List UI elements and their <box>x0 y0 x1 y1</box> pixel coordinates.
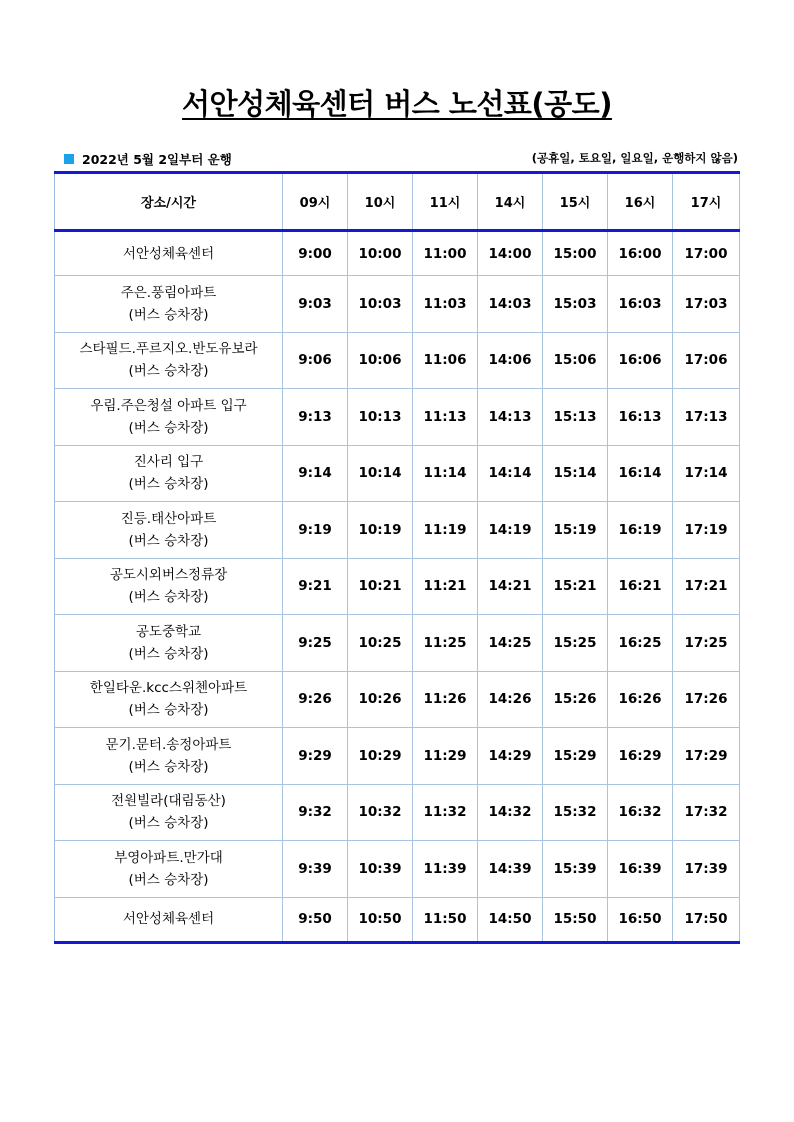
departure-time: 9:14 <box>283 445 348 502</box>
departure-time: 16:26 <box>608 671 673 728</box>
stop-name: 주은.풍림아파트 <box>120 284 217 301</box>
departure-time: 11:50 <box>413 897 478 942</box>
departure-time: 9:25 <box>283 615 348 672</box>
departure-time: 10:21 <box>348 558 413 615</box>
departure-time: 15:06 <box>543 332 608 389</box>
departure-time: 17:29 <box>673 728 740 785</box>
departure-time: 10:29 <box>348 728 413 785</box>
departure-time: 15:29 <box>543 728 608 785</box>
stop-name-cell <box>55 841 283 898</box>
table-row <box>55 445 740 502</box>
departure-time: 14:25 <box>478 615 543 672</box>
header-hour: 17시 <box>673 173 740 231</box>
stop-name-cell <box>55 728 283 785</box>
square-bullet-icon <box>64 154 74 164</box>
departure-time: 15:13 <box>543 389 608 446</box>
departure-time: 10:03 <box>348 276 413 333</box>
stop-sublabel: (버스 승차장) <box>128 589 209 606</box>
stop-name-cell <box>55 389 283 446</box>
departure-time: 14:13 <box>478 389 543 446</box>
departure-time: 17:14 <box>673 445 740 502</box>
table-row <box>55 276 740 333</box>
departure-time: 9:13 <box>283 389 348 446</box>
stop-name: 진등.태산아파트 <box>120 510 217 527</box>
departure-time: 11:06 <box>413 332 478 389</box>
stop-name: 서안성체육센터 <box>122 911 215 927</box>
table-row <box>55 332 740 389</box>
departure-time: 17:19 <box>673 502 740 559</box>
stop-name: 부영아파트.만가대 <box>114 849 223 866</box>
header-hour: 16시 <box>608 173 673 231</box>
departure-time: 15:39 <box>543 841 608 898</box>
departure-time: 10:19 <box>348 502 413 559</box>
departure-time: 14:03 <box>478 276 543 333</box>
departure-time: 9:26 <box>283 671 348 728</box>
departure-time: 10:06 <box>348 332 413 389</box>
departure-time: 16:25 <box>608 615 673 672</box>
stop-sublabel: (버스 승차장) <box>128 476 209 493</box>
departure-time: 15:32 <box>543 784 608 841</box>
header-row <box>55 173 740 231</box>
departure-time: 16:14 <box>608 445 673 502</box>
departure-time: 16:19 <box>608 502 673 559</box>
departure-time: 14:00 <box>478 231 543 276</box>
table-row <box>55 897 740 942</box>
stop-name-cell <box>55 558 283 615</box>
stop-sublabel: (버스 승차장) <box>128 871 209 888</box>
departure-time: 16:32 <box>608 784 673 841</box>
stop-name-cell <box>55 502 283 559</box>
table-row <box>55 389 740 446</box>
table-row <box>55 841 740 898</box>
departure-time: 16:13 <box>608 389 673 446</box>
departure-time: 15:26 <box>543 671 608 728</box>
departure-time: 17:26 <box>673 671 740 728</box>
departure-time: 9:32 <box>283 784 348 841</box>
effective-date <box>64 150 232 168</box>
stop-name-cell <box>55 897 283 942</box>
stop-name: 공도중학교 <box>135 623 202 640</box>
service-note: (공휴일, 토요일, 일요일, 운행하지 않음) <box>531 151 738 165</box>
stop-sublabel: (버스 승차장) <box>128 702 209 719</box>
stop-name: 한일타운.kcc스위첸아파트 <box>89 680 248 697</box>
table-row <box>55 502 740 559</box>
info-line <box>64 150 738 170</box>
departure-time: 16:06 <box>608 332 673 389</box>
table-row <box>55 728 740 785</box>
stop-name-cell <box>55 332 283 389</box>
departure-time: 10:25 <box>348 615 413 672</box>
departure-time: 17:32 <box>673 784 740 841</box>
stop-name: 서안성체육센터 <box>122 245 215 262</box>
departure-time: 10:13 <box>348 389 413 446</box>
departure-time: 16:03 <box>608 276 673 333</box>
departure-time: 9:00 <box>283 231 348 276</box>
departure-time: 9:03 <box>283 276 348 333</box>
stop-sublabel: (버스 승차장) <box>128 815 209 832</box>
departure-time: 15:14 <box>543 445 608 502</box>
departure-time: 14:50 <box>478 897 543 942</box>
departure-time: 10:32 <box>348 784 413 841</box>
departure-time: 14:26 <box>478 671 543 728</box>
stop-name-cell <box>55 445 283 502</box>
departure-time: 14:39 <box>478 841 543 898</box>
stop-sublabel: (버스 승차장) <box>128 532 209 549</box>
stop-sublabel: (버스 승차장) <box>128 419 209 436</box>
stop-name: 스타필드.푸르지오.반도유보라 <box>79 341 258 358</box>
header-hour: 09시 <box>283 173 348 231</box>
departure-time: 10:26 <box>348 671 413 728</box>
departure-time: 16:39 <box>608 841 673 898</box>
departure-time: 15:00 <box>543 231 608 276</box>
departure-time: 16:29 <box>608 728 673 785</box>
departure-time: 15:19 <box>543 502 608 559</box>
table-row <box>55 615 740 672</box>
departure-time: 14:19 <box>478 502 543 559</box>
departure-time: 9:50 <box>283 897 348 942</box>
effective-date-text: 2022년 5월 2일부터 운행 <box>82 152 232 167</box>
header-hour: 11시 <box>413 173 478 231</box>
stop-sublabel: (버스 승차장) <box>128 363 209 380</box>
header-hour: 14시 <box>478 173 543 231</box>
departure-time: 11:26 <box>413 671 478 728</box>
departure-time: 10:14 <box>348 445 413 502</box>
departure-time: 15:03 <box>543 276 608 333</box>
departure-time: 9:06 <box>283 332 348 389</box>
departure-time: 11:39 <box>413 841 478 898</box>
stop-name: 전원빌라(대림동산) <box>111 793 226 810</box>
departure-time: 9:21 <box>283 558 348 615</box>
stop-name: 문기.문터.송정아파트 <box>105 736 232 753</box>
departure-time: 14:06 <box>478 332 543 389</box>
header-place: 장소/시간 <box>55 173 283 231</box>
bus-timetable <box>54 171 740 944</box>
departure-time: 11:13 <box>413 389 478 446</box>
departure-time: 17:21 <box>673 558 740 615</box>
departure-time: 14:14 <box>478 445 543 502</box>
stop-name-cell <box>55 276 283 333</box>
stop-sublabel: (버스 승차장) <box>128 306 209 323</box>
page-title: 서안성체육센터 버스 노선표(공도) <box>182 87 612 121</box>
departure-time: 16:00 <box>608 231 673 276</box>
departure-time: 10:00 <box>348 231 413 276</box>
departure-time: 17:03 <box>673 276 740 333</box>
stop-name: 우림.주은청설 아파트 입구 <box>90 397 247 414</box>
departure-time: 9:29 <box>283 728 348 785</box>
departure-time: 15:25 <box>543 615 608 672</box>
table-row <box>55 784 740 841</box>
departure-time: 11:29 <box>413 728 478 785</box>
departure-time: 14:21 <box>478 558 543 615</box>
departure-time: 11:03 <box>413 276 478 333</box>
departure-time: 10:39 <box>348 841 413 898</box>
departure-time: 9:39 <box>283 841 348 898</box>
departure-time: 11:25 <box>413 615 478 672</box>
departure-time: 17:13 <box>673 389 740 446</box>
stop-name-cell <box>55 615 283 672</box>
table-row <box>55 558 740 615</box>
departure-time: 11:19 <box>413 502 478 559</box>
departure-time: 17:00 <box>673 231 740 276</box>
departure-time: 16:50 <box>608 897 673 942</box>
departure-time: 10:50 <box>348 897 413 942</box>
header-hour: 15시 <box>543 173 608 231</box>
departure-time: 15:21 <box>543 558 608 615</box>
departure-time: 9:19 <box>283 502 348 559</box>
stop-name: 진사리 입구 <box>133 454 204 471</box>
table-row <box>55 231 740 276</box>
table-row <box>55 671 740 728</box>
departure-time: 17:50 <box>673 897 740 942</box>
stop-name-cell <box>55 231 283 276</box>
departure-time: 17:25 <box>673 615 740 672</box>
departure-time: 11:00 <box>413 231 478 276</box>
stop-name: 공도시외버스정류장 <box>109 567 228 584</box>
stop-sublabel: (버스 승차장) <box>128 645 209 662</box>
stop-name-cell <box>55 784 283 841</box>
departure-time: 11:21 <box>413 558 478 615</box>
departure-time: 11:14 <box>413 445 478 502</box>
departure-time: 15:50 <box>543 897 608 942</box>
departure-time: 17:06 <box>673 332 740 389</box>
departure-time: 11:32 <box>413 784 478 841</box>
header-hour: 10시 <box>348 173 413 231</box>
departure-time: 14:32 <box>478 784 543 841</box>
departure-time: 17:39 <box>673 841 740 898</box>
stop-sublabel: (버스 승차장) <box>128 758 209 775</box>
departure-time: 14:29 <box>478 728 543 785</box>
departure-time: 16:21 <box>608 558 673 615</box>
stop-name-cell <box>55 671 283 728</box>
